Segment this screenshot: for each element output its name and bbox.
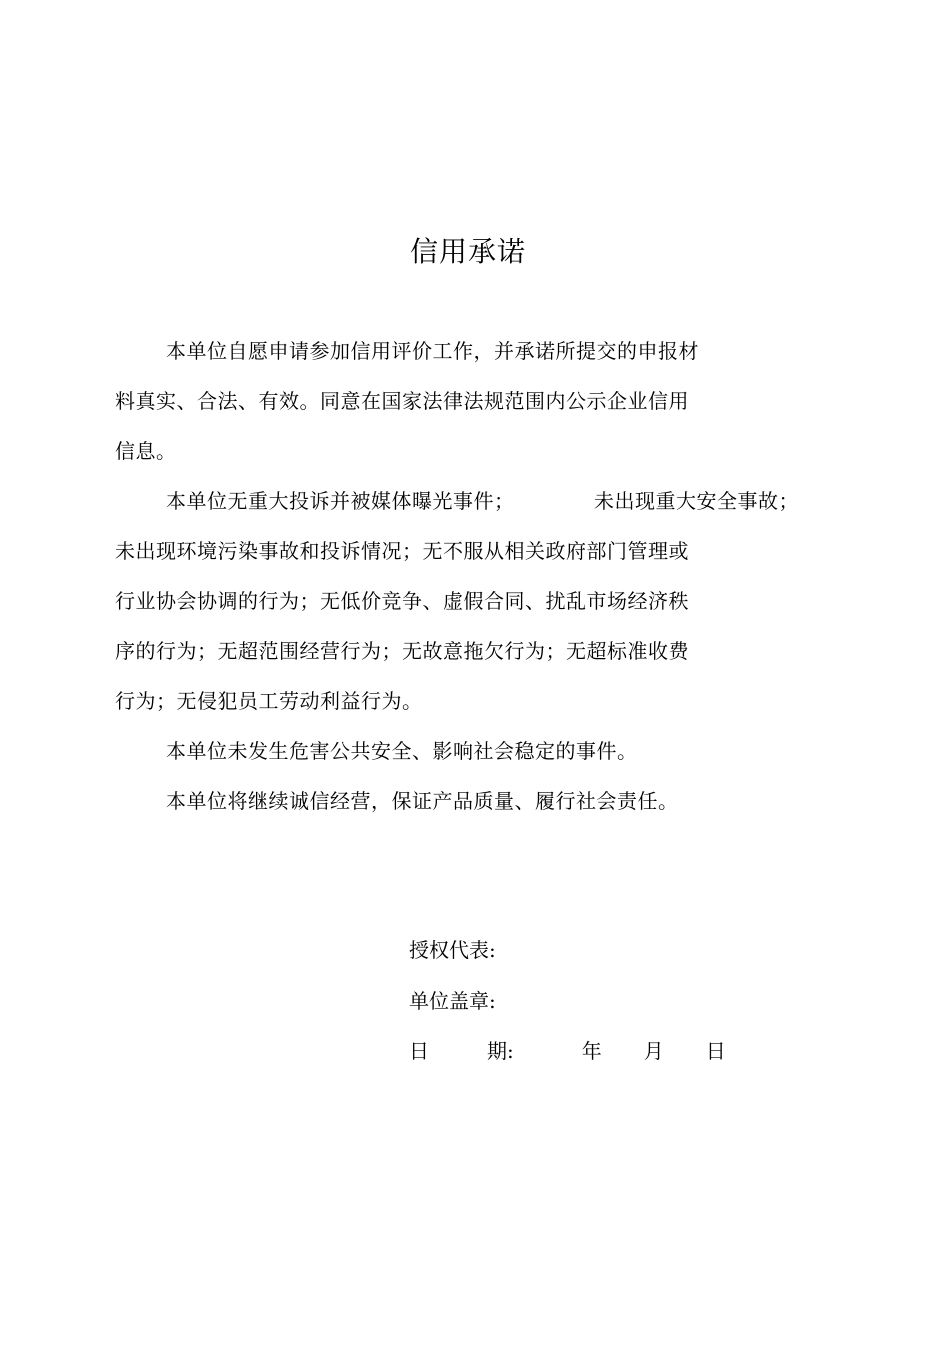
paragraph-2-line-2: 未出现环境污染事故和投诉情况；无不服从相关政府部门管理或 xyxy=(115,539,689,563)
paragraph-4: 本单位将继续诚信经营，保证产品质量、履行社会责任。 xyxy=(166,789,679,813)
day-label: 日 xyxy=(705,1039,726,1063)
month-label: 月 xyxy=(643,1039,664,1063)
paragraph-2-line-4: 序的行为；无超范围经营行为；无故意拖欠行为；无超标准收费 xyxy=(115,639,689,663)
paragraph-2-line-3: 行业协会协调的行为；无低价竞争、虚假合同、扰乱市场经济秩 xyxy=(115,589,689,613)
paragraph-1-line-3: 信息。 xyxy=(115,439,177,463)
date-row xyxy=(409,1036,726,1066)
paragraph-1-line-2: 料真实、合法、有效。同意在国家法律法规范围内公示企业信用 xyxy=(115,389,689,413)
paragraph-3: 本单位未发生危害公共安全、影响社会稳定的事件。 xyxy=(166,739,638,763)
representative-label: 授权代表: xyxy=(409,938,496,962)
seal-label: 单位盖章: xyxy=(409,989,496,1013)
paragraph-2-line-1a: 本单位无重大投诉并被媒体曝光事件； xyxy=(166,489,515,513)
paragraph-2-line-5: 行为；无侵犯员工劳动利益行为。 xyxy=(115,689,423,713)
date-label-qi: 期: xyxy=(487,1039,514,1063)
page-title: 信用承诺 xyxy=(409,235,526,268)
year-label: 年 xyxy=(581,1039,602,1063)
paragraph-1-line-1: 本单位自愿申请参加信用评价工作，并承诺所提交的申报材 xyxy=(166,339,699,363)
paragraph-2-line-1b: 未出现重大安全事故； xyxy=(594,489,799,513)
date-label-ri: 日 xyxy=(409,1039,429,1063)
